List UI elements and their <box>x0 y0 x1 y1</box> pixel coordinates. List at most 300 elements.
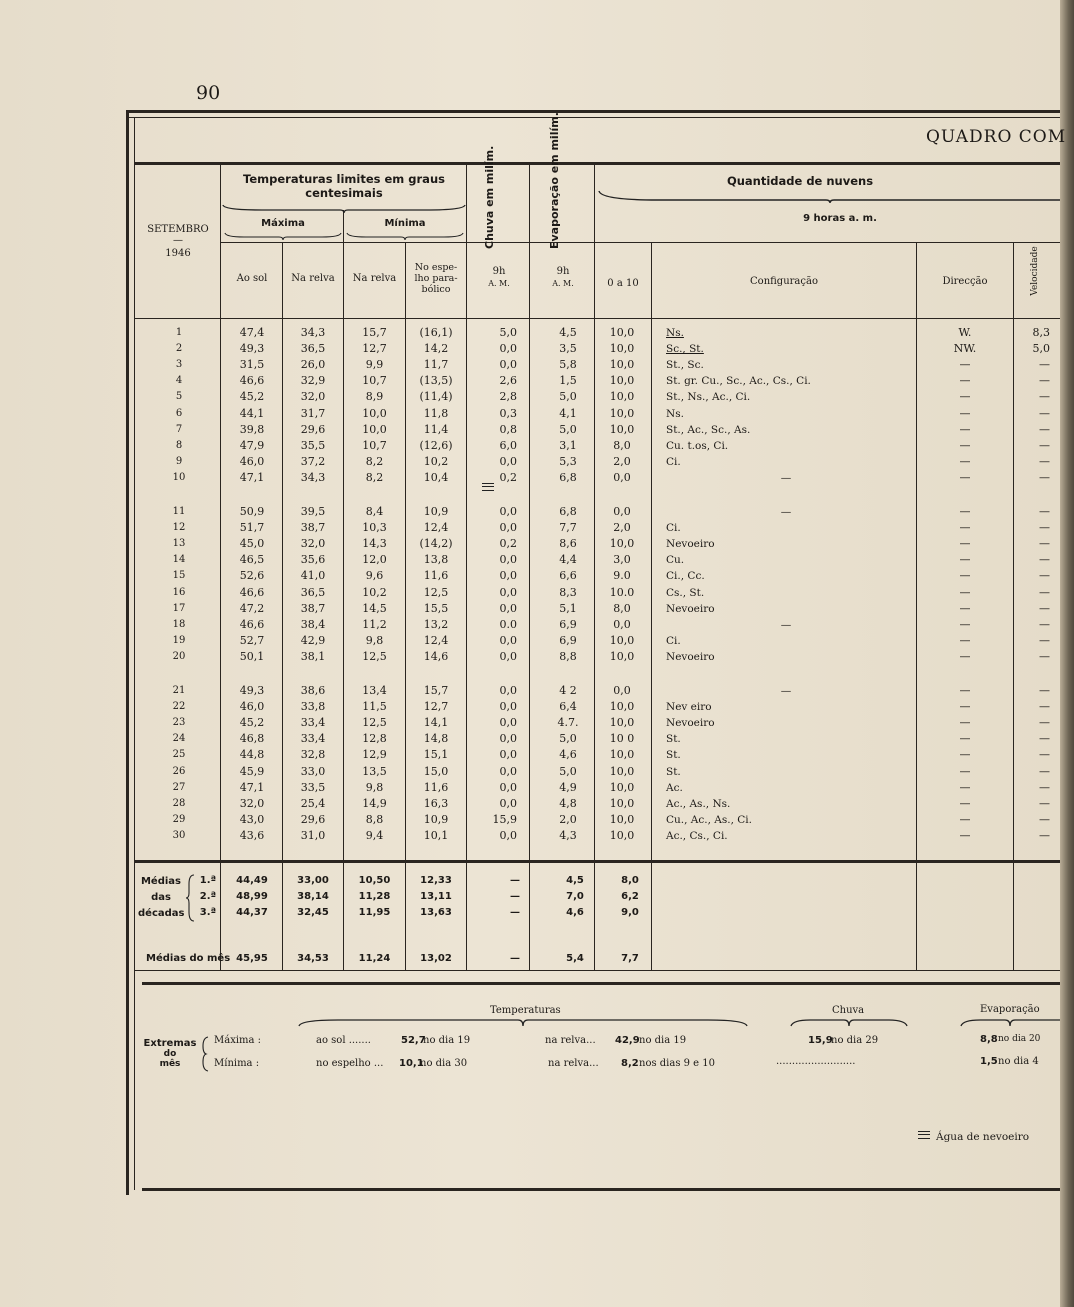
cell-chuva: 0.0 <box>499 617 517 631</box>
cell-nuv: 0,0 <box>613 617 631 631</box>
ext-min-esp-value: 10,1 <box>399 1058 424 1069</box>
cell-sol: 47,4 <box>239 326 265 339</box>
avg-evap: 4,6 <box>566 907 584 918</box>
cell-configuracao: Sc., St. <box>666 343 704 356</box>
temps-header: Temperaturas limites em graus centesimais <box>243 172 445 200</box>
cell-vel: — <box>1039 796 1050 810</box>
cell-nuv: 10,0 <box>609 748 635 762</box>
cell-configuracao: St. <box>666 749 681 762</box>
cell-evap: 5,0 <box>559 732 577 746</box>
col-sep-5 <box>466 162 467 970</box>
ext-min-relva-value: 8,2 <box>621 1058 639 1069</box>
cell-dir: — <box>959 828 971 842</box>
cell-chuva: 0,0 <box>499 342 517 356</box>
minima-header: Mínima <box>384 218 426 229</box>
cell-configuracao: Ci., Cc. <box>666 570 705 583</box>
cell-configuracao: Ci. <box>666 455 681 468</box>
body-bottom-rule <box>134 860 1060 863</box>
espelho-header: No espe-lho para-bólico <box>414 262 458 295</box>
cell-configuracao: — <box>780 618 792 631</box>
cell-espelho: 15,1 <box>423 748 449 762</box>
cell-min-relva: 9,6 <box>365 569 384 583</box>
cell-evap: 4,8 <box>559 796 577 810</box>
cell-sol: 44,1 <box>239 406 265 420</box>
cell-nuv: 10,0 <box>609 358 635 372</box>
cell-chuva: 0,0 <box>499 828 517 842</box>
cell-evap: 6,4 <box>559 700 577 714</box>
left-border-inner <box>134 117 135 1190</box>
cell-dir: — <box>959 521 971 535</box>
cell-day: 30 <box>172 829 186 841</box>
cell-configuracao: Nev eiro <box>666 701 712 714</box>
cell-espelho: 12,5 <box>423 585 449 599</box>
cell-min-relva: 15,7 <box>362 326 387 339</box>
cell-relva: 29,6 <box>300 812 326 826</box>
cell-configuracao: Ci. <box>666 522 681 535</box>
cell-configuracao: Cu. <box>666 554 685 567</box>
cell-min-relva: 9,8 <box>365 633 384 647</box>
cell-configuracao: Ac., As., Ns. <box>666 797 731 810</box>
cell-vel: — <box>1039 358 1050 372</box>
cell-dir: — <box>959 796 971 810</box>
ext-min-esp-label: no espelho ... <box>316 1058 384 1069</box>
ao-sol-header: Ao sol <box>236 273 268 284</box>
cell-nuv: 10,0 <box>609 422 635 436</box>
cell-evap: 7,7 <box>559 521 577 535</box>
cell-nuv: 10,0 <box>609 649 635 663</box>
top-rule-inner <box>126 117 1060 118</box>
cell-evap: 4 2 <box>559 684 577 697</box>
cell-relva: 32,0 <box>300 390 326 404</box>
cell-espelho: 13,2 <box>423 617 449 631</box>
cell-chuva: 0,0 <box>499 633 517 647</box>
month-dash: — <box>173 235 183 246</box>
cell-configuracao: — <box>780 506 792 518</box>
cell-min-relva: 12,0 <box>362 553 387 567</box>
cell-relva: 39,5 <box>300 505 326 518</box>
col-sep-8 <box>651 242 652 970</box>
cell-espelho: 14,6 <box>423 649 449 663</box>
legend-text: Água de nevoeiro <box>936 1131 1030 1143</box>
cell-espelho: 14,1 <box>423 716 449 730</box>
year-label: 1946 <box>165 248 191 259</box>
cell-configuracao: St. <box>666 765 681 778</box>
cell-configuracao: Cs., St. <box>666 586 705 599</box>
cell-espelho: (16,1) <box>419 326 453 339</box>
cell-min-relva: 11,2 <box>362 617 387 631</box>
cell-relva: 34,3 <box>300 470 326 484</box>
cell-chuva: 2,6 <box>499 374 517 388</box>
month-avg-sol: 45,95 <box>236 953 268 964</box>
cell-relva: 32,8 <box>300 748 326 762</box>
cell-relva: 35,5 <box>300 438 326 452</box>
cell-chuva: 2,8 <box>499 390 517 404</box>
ext-chuva-min-dots: ......................... <box>776 1056 856 1067</box>
cell-sol: 51,7 <box>239 521 265 535</box>
cell-nuv: 10,0 <box>609 716 635 730</box>
cell-min-relva: 12,5 <box>362 716 387 730</box>
col-sep-1 <box>220 162 221 970</box>
cell-evap: 4,1 <box>559 406 577 420</box>
ext-chuva-max-value: 15,9 <box>808 1035 833 1046</box>
cell-day: 24 <box>172 733 186 745</box>
evaporacao-header: Evaporação em milím. <box>548 112 561 249</box>
ext-temps-brace <box>298 1018 748 1030</box>
cell-sol: 46,6 <box>239 374 265 388</box>
cell-espelho: 15,0 <box>423 764 449 778</box>
cell-nuv: 0,0 <box>613 684 631 697</box>
ext-evap-brace <box>960 1018 1060 1030</box>
ext-label-3: mês <box>159 1059 181 1069</box>
cell-nuv: 2,0 <box>613 454 631 468</box>
cell-min-relva: 13,4 <box>362 684 387 697</box>
cell-day: 18 <box>172 618 186 630</box>
avg-min-relva: 11,28 <box>358 891 391 902</box>
ext-min-relva-day: nos dias 9 e 10 <box>639 1058 716 1069</box>
avg-relva: 33,00 <box>297 875 329 886</box>
cell-evap: 5,3 <box>559 454 577 468</box>
cell-sol: 50,9 <box>239 505 265 518</box>
cell-dir: — <box>959 569 971 583</box>
cell-nuv: 0,0 <box>613 470 631 484</box>
avg-relva: 38,14 <box>297 891 329 902</box>
ext-brace <box>200 1036 210 1072</box>
avg-chuva: — <box>510 907 520 918</box>
cell-espelho: (11,4) <box>419 390 453 404</box>
cell-min-relva: 14,9 <box>362 796 387 810</box>
cell-dir: — <box>959 406 971 420</box>
table-title: QUADRO COM <box>926 127 1067 147</box>
cell-chuva: 0,0 <box>499 585 517 599</box>
cell-espelho: 11,8 <box>423 406 449 420</box>
cell-vel: — <box>1039 748 1050 762</box>
avg-nuv: 8,0 <box>621 875 639 886</box>
cell-relva: 33,5 <box>300 780 326 794</box>
cell-min-relva: 8,9 <box>365 390 384 404</box>
cell-dir: — <box>959 438 971 452</box>
ext-min-relva-label: na relva... <box>548 1058 599 1069</box>
cell-espelho: 14,2 <box>423 342 449 356</box>
cell-chuva: 15,9 <box>492 812 517 826</box>
oaio-header: 0 a 10 <box>607 278 639 289</box>
month-avg-nuvens: 7,7 <box>621 953 639 964</box>
cell-configuracao: — <box>780 471 792 484</box>
ext-max-relva-value: 42,9 <box>615 1035 640 1046</box>
avg-nuv: 6,2 <box>621 891 639 902</box>
left-border <box>126 110 129 1195</box>
cell-vel: — <box>1039 521 1050 535</box>
cell-evap: 4,4 <box>559 553 577 567</box>
cell-configuracao: Cu. t.os, Ci. <box>666 439 729 452</box>
ext-max-sol-label: ao sol ....... <box>316 1035 371 1046</box>
cell-sol: 47,2 <box>239 601 265 615</box>
cell-configuracao: St., Ac., Sc., As. <box>666 423 751 436</box>
cell-vel: — <box>1039 780 1050 794</box>
cell-vel: — <box>1039 569 1050 583</box>
month-avg-espelho: 13,02 <box>420 953 452 964</box>
cell-chuva: 0,0 <box>499 764 517 778</box>
ext-temps-header: Temperaturas <box>490 1005 561 1016</box>
cell-nuv: 9.0 <box>613 569 631 583</box>
cell-chuva: 0,0 <box>499 780 517 794</box>
cell-relva: 33,4 <box>300 732 326 746</box>
cell-sol: 52,7 <box>239 633 265 647</box>
cell-dir: — <box>959 553 971 567</box>
cell-evap: 6,8 <box>559 505 577 518</box>
ext-evap-max-value: 8,8 <box>980 1034 998 1045</box>
cell-evap: 6,9 <box>559 617 577 631</box>
cell-sol: 31,5 <box>239 358 265 372</box>
cell-relva: 38,1 <box>300 649 326 663</box>
cell-chuva: 0,0 <box>499 748 517 762</box>
cell-day: 9 <box>175 455 183 467</box>
cell-day: 29 <box>172 813 186 825</box>
cell-vel: — <box>1039 716 1050 730</box>
col-sep-6 <box>529 162 530 970</box>
cell-min-relva: 10,3 <box>362 521 387 535</box>
cell-relva: 42,9 <box>300 633 326 647</box>
cell-sol: 45,9 <box>239 764 265 778</box>
cell-sol: 45,0 <box>239 537 265 551</box>
configuracao-header: Configuração <box>750 276 818 287</box>
cell-chuva: 0,0 <box>499 454 517 468</box>
avg-chuva: — <box>510 875 520 886</box>
ext-max-sol-day: no dia 19 <box>423 1035 471 1046</box>
cell-espelho: 15,5 <box>423 601 449 615</box>
cell-nuv: 10,0 <box>609 326 635 339</box>
cell-chuva: 0,0 <box>499 700 517 714</box>
cell-relva: 35,6 <box>300 553 326 567</box>
minima-brace <box>346 232 464 241</box>
cell-relva: 33,8 <box>300 700 326 714</box>
cell-nuv: 10,0 <box>609 537 635 551</box>
cell-espelho: 11,4 <box>423 422 449 436</box>
cell-chuva: 0,0 <box>499 358 517 372</box>
cell-configuracao: Nevoeiro <box>666 602 715 615</box>
cell-vel: — <box>1039 764 1050 778</box>
bottom-rule <box>142 1188 1060 1191</box>
cell-evap: 5,1 <box>559 601 577 615</box>
cell-evap: 6,8 <box>559 470 577 484</box>
month-avg-relva: 34,53 <box>297 953 329 964</box>
cell-vel: — <box>1039 812 1050 826</box>
cell-espelho: 10,1 <box>423 828 449 842</box>
cell-sol: 39,8 <box>239 422 265 436</box>
cell-evap: 5,0 <box>559 422 577 436</box>
cell-nuv: 10.0 <box>609 585 635 599</box>
cell-day: 7 <box>175 423 183 435</box>
cell-nuv: 10,0 <box>609 700 635 714</box>
cell-nuv: 3,0 <box>613 553 631 567</box>
cell-vel: — <box>1039 454 1050 468</box>
cell-chuva: 0,2 <box>499 537 517 551</box>
cell-configuracao: Nevoeiro <box>666 650 715 663</box>
cell-espelho: 10,4 <box>423 470 449 484</box>
cell-day: 17 <box>172 602 186 614</box>
cell-vel: — <box>1039 422 1050 436</box>
cell-chuva: 0,0 <box>499 732 517 746</box>
ext-evap-min-day: no dia 4 <box>998 1056 1039 1067</box>
cell-dir: NW. <box>953 342 977 356</box>
cell-relva: 38,4 <box>300 617 326 631</box>
cell-nuv: 2,0 <box>613 521 631 535</box>
cell-dir: — <box>959 454 971 468</box>
fog-water-icon <box>918 1131 930 1139</box>
cell-min-relva: 9,8 <box>365 780 384 794</box>
cell-sol: 47,9 <box>239 438 265 452</box>
ext-maxima-label: Máxima : <box>214 1035 262 1046</box>
cell-min-relva: 12,5 <box>362 649 387 663</box>
cell-dir: — <box>959 780 971 794</box>
cell-day: 1 <box>175 327 183 338</box>
cell-min-relva: 8,8 <box>365 812 384 826</box>
cell-day: 14 <box>172 554 186 566</box>
am-evap: A. M. <box>552 279 574 288</box>
cell-dir: — <box>959 764 971 778</box>
cell-sol: 32,0 <box>239 796 265 810</box>
cell-configuracao: Nevoeiro <box>666 717 715 730</box>
cell-dir: — <box>959 748 971 762</box>
cell-chuva: 0,0 <box>499 716 517 730</box>
cell-vel: — <box>1039 617 1050 631</box>
ext-label-1: Extremas <box>143 1038 197 1049</box>
cell-configuracao: Ns. <box>666 407 684 420</box>
cell-min-relva: 8,2 <box>365 470 384 484</box>
cell-sol: 46,8 <box>239 732 265 746</box>
cell-relva: 37,2 <box>300 454 326 468</box>
ext-evap-min-value: 1,5 <box>980 1056 998 1067</box>
cell-relva: 31,0 <box>300 828 326 842</box>
cell-sol: 44,8 <box>239 748 265 762</box>
cell-espelho: 15,7 <box>423 684 449 697</box>
month-avg-chuva: — <box>510 953 520 964</box>
cell-espelho: 12,7 <box>423 700 449 714</box>
cell-dir: — <box>959 585 971 599</box>
cell-dir: — <box>959 470 971 484</box>
cell-sol: 46,6 <box>239 617 265 631</box>
cell-nuv: 10,0 <box>609 374 635 388</box>
avg-espelho: 13,11 <box>420 891 452 902</box>
col-sep-9 <box>916 242 917 970</box>
avg-sol: 44,49 <box>236 875 268 886</box>
cell-evap: 5,0 <box>559 764 577 778</box>
cell-min-relva: 10,0 <box>362 422 387 436</box>
avg-label-3: décadas <box>138 908 185 919</box>
cell-sol: 47,1 <box>239 780 265 794</box>
cell-sol: 52,6 <box>239 569 265 583</box>
avg-evap: 4,5 <box>566 875 584 886</box>
cell-vel: — <box>1039 700 1050 714</box>
cell-day: 6 <box>175 407 183 419</box>
cell-relva: 34,3 <box>300 326 326 339</box>
hour-evap: 9h <box>556 266 570 277</box>
cell-dir: W. <box>958 326 972 339</box>
cell-chuva: 0,0 <box>499 796 517 810</box>
cell-day: 10 <box>172 471 186 483</box>
cell-espelho: 11,6 <box>423 780 449 794</box>
cell-nuv: 10,0 <box>609 633 635 647</box>
cell-evap: 8,6 <box>559 537 577 551</box>
cell-nuv: 8,0 <box>613 438 631 452</box>
cell-evap: 4.7. <box>557 716 579 730</box>
cell-chuva: 5,0 <box>499 326 517 339</box>
cell-sol: 43,6 <box>239 828 265 842</box>
ext-min-esp-day: no dia 30 <box>420 1058 468 1069</box>
ext-chuva-max-day: no dia 29 <box>831 1035 879 1046</box>
cell-relva: 26,0 <box>300 358 326 372</box>
direccao-header: Direcção <box>942 276 988 287</box>
cell-vel: — <box>1039 390 1050 404</box>
cell-day: 4 <box>175 375 183 387</box>
cell-configuracao: Ac. <box>666 781 683 794</box>
cell-configuracao: — <box>780 685 792 697</box>
na-relva-max-header: Na relva <box>291 273 335 284</box>
cell-day: 13 <box>172 538 186 550</box>
cell-evap: 2,0 <box>559 812 577 826</box>
cell-day: 15 <box>172 570 186 582</box>
cell-relva: 29,6 <box>300 422 326 436</box>
avg-nuv: 9,0 <box>621 907 639 918</box>
cell-configuracao: Ac., Cs., Ci. <box>666 829 728 842</box>
cell-sol: 49,3 <box>239 684 265 697</box>
cell-dir: — <box>959 732 971 746</box>
cell-sol: 45,2 <box>239 390 265 404</box>
avg-sol: 44,37 <box>236 907 268 918</box>
cell-min-relva: 10,2 <box>362 585 387 599</box>
cell-day: 27 <box>172 781 186 793</box>
legend <box>918 1131 1029 1143</box>
cell-espelho: 10,9 <box>423 812 449 826</box>
cell-chuva: 0,2 <box>499 470 517 484</box>
ext-max-sol-value: 52,7 <box>401 1035 426 1046</box>
cell-relva: 32,9 <box>300 374 326 388</box>
cell-chuva: 6,0 <box>499 438 517 452</box>
ext-max-relva-day: no dia 19 <box>639 1035 687 1046</box>
cell-espelho: 11,7 <box>423 358 449 372</box>
cell-espelho: 10,2 <box>423 454 449 468</box>
ext-label-2: do <box>163 1049 177 1059</box>
cell-sol: 46,6 <box>239 585 265 599</box>
cell-evap: 8,3 <box>559 585 577 599</box>
cell-evap: 1,5 <box>559 374 577 388</box>
cell-vel: — <box>1039 406 1050 420</box>
month-label: SETEMBRO <box>147 224 209 235</box>
cell-sol: 45,2 <box>239 716 265 730</box>
cell-dir: — <box>959 716 971 730</box>
cell-min-relva: 12,8 <box>362 732 387 746</box>
cell-chuva: 0,3 <box>499 406 517 420</box>
cell-chuva: 0,0 <box>499 521 517 535</box>
avg-dec: 3.ª <box>199 907 217 918</box>
cell-nuv: 8,0 <box>613 601 631 615</box>
cell-evap: 4,9 <box>559 780 577 794</box>
cell-espelho: 11,6 <box>423 569 449 583</box>
cell-nuv: 10,0 <box>609 342 635 356</box>
cell-min-relva: 9,9 <box>365 358 384 372</box>
cell-evap: 8,8 <box>559 649 577 663</box>
avg-brace <box>186 874 196 922</box>
cell-relva: 36,5 <box>300 585 326 599</box>
cell-evap: 3,5 <box>559 342 577 356</box>
cell-chuva: 0,0 <box>499 569 517 583</box>
cell-espelho: 12,4 <box>423 633 449 647</box>
cell-vel: — <box>1039 649 1050 663</box>
cell-dir: — <box>959 700 971 714</box>
cell-min-relva: 11,5 <box>362 700 387 714</box>
cell-day: 20 <box>172 650 186 662</box>
cell-sol: 46,0 <box>239 700 265 714</box>
cell-chuva: 0,8 <box>499 422 517 436</box>
